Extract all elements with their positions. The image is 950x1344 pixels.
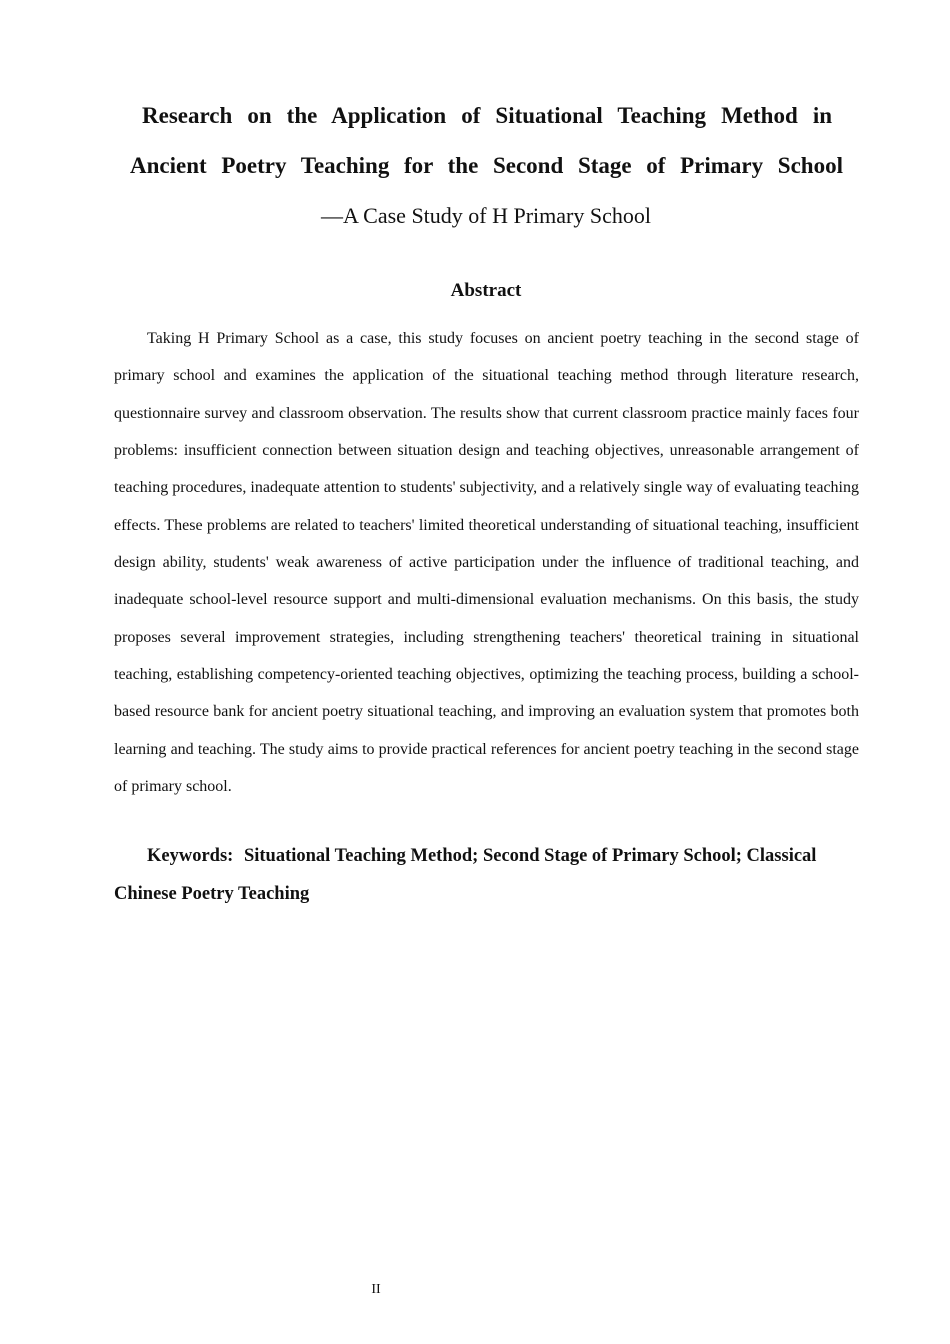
page-number: II — [371, 1282, 381, 1297]
keywords-text: Situational Teaching Method; Second Stage of Primary School; Classical Chinese Poetry Teaching — [114, 846, 817, 904]
subtitle: —A Case Study of H Primary School — [321, 203, 651, 228]
abstract-heading: Abstract — [450, 280, 522, 301]
abstract-body: Taking H Primary School as a case, this study focuses on ancient poetry teaching in the second stage of primary school and examines the application of the situational teaching method through literature research, questionnaire survey and classroom observation. The results show that current classroom practice mainly faces four problems: insufficient connection between situation design and teaching objectives, unreasonable arrangement of teaching procedures, inadequate attention to students' subjectivity, and a relatively single way of evaluating teaching effects. These problems are related to teachers' limited theoretical understanding of situational teaching, insufficient design ability, students' weak awareness of active participation under the influence of traditional teaching, and inadequate school-level resource support and multi-dimensional evaluation mechanisms. On this basis, the study proposes several improvement strategies, including strengthening teachers' theoretical training in situational teaching, establishing competency-oriented teaching objectives, optimizing the teaching process, building a school-based resource bank for ancient poetry situational teaching, and improving an evaluation system that promotes both learning and teaching. The study aims to provide practical references for ancient poetry teaching in the second stage of primary school. — [114, 330, 859, 796]
title-line-1: Research on the Application of Situational Teaching Method in — [142, 103, 832, 128]
title-line-2: Ancient Poetry Teaching for the Second Stage of Primary School — [130, 153, 843, 178]
keywords-label: Keywords: — [147, 846, 234, 866]
keywords-paragraph — [114, 838, 859, 913]
